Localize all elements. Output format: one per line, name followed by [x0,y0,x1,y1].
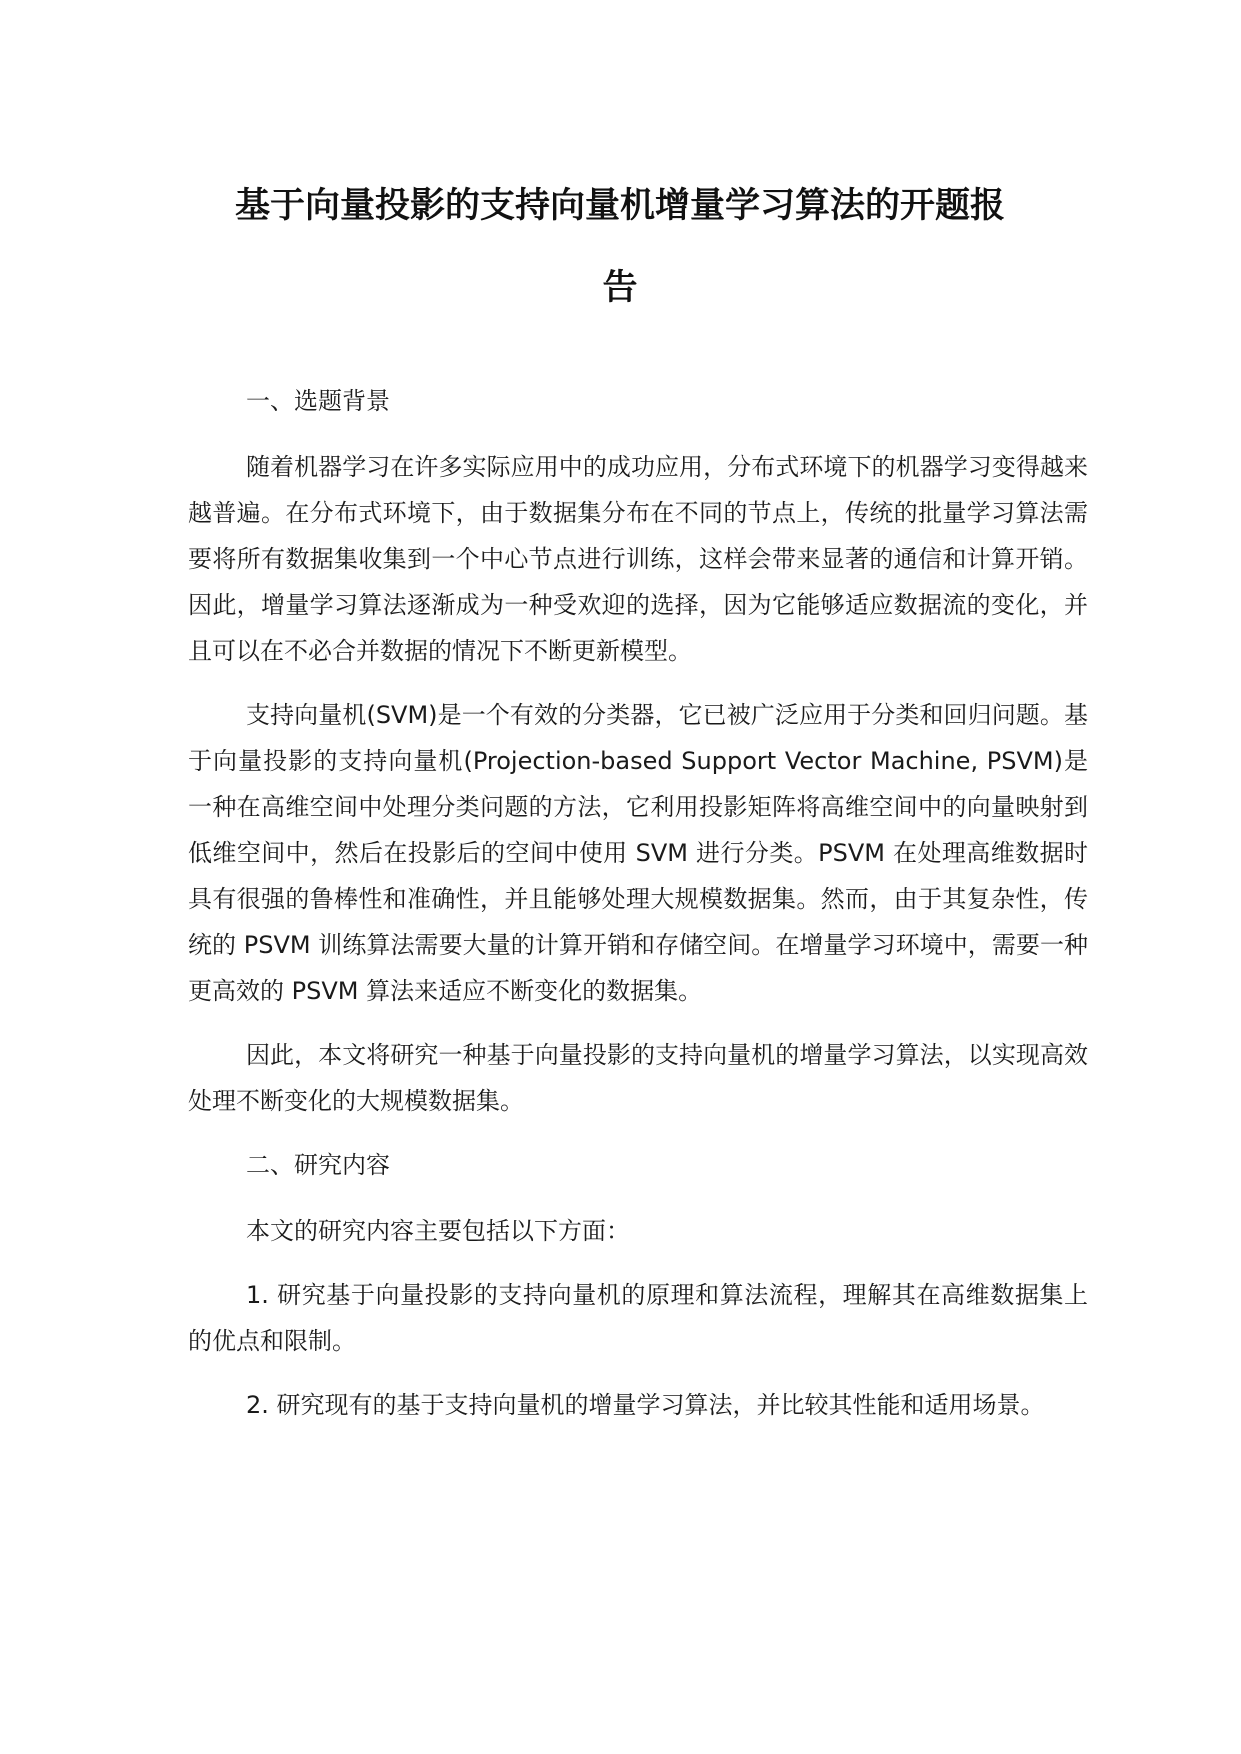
document-title-line-2: 告 [602,268,638,308]
paragraph-background-1: 随着机器学习在许多实际应用中的成功应用，分布式环境下的机器学习变得越来越普遍。在分布式环境下，由于数据集分布在不同的节点上，传统的批量学习算法需要将所有数据集收集到一个中心节点进行训练，这样会带来显著的通信和计算开销。因此，增量学习算法逐渐成为一种受欢迎的选择，因为它能够适应数据流的变化，并且可以在不必合并数据的情况下不断更新模型。 [188,453,1088,665]
section-heading-research-content: 二、研究内容 [246,1151,390,1179]
section-heading-background: 一、选题背景 [246,387,390,415]
document-title-line-1: 基于向量投影的支持向量机增量学习算法的开题报 [234,186,1005,226]
list-item-research-2: 2. 研究现有的基于支持向量机的增量学习算法，并比较其性能和适用场景。 [246,1391,1045,1419]
document-body [188,378,1088,1446]
paragraph-background-2: 支持向量机(SVM)是一个有效的分类器，它已被广泛应用于分类和回归问题。基于向量投影的支持向量机(Projection-based Support Vector Machine, PSVM)是一种在高维空间中处理分类问题的方法，它利用投影矩阵将高维空间中的向量映射到低维空间中，然后在投影后的空间中使用 SVM 进行分类。PSVM 在处理高维数据时具有很强的鲁棒性和准确性，并且能够处理大规模数据集。然而，由于其复杂性，传统的 PSVM 训练算法需要大量的计算开销和存储空间。在增量学习环境中，需要一种更高效的 PSVM 算法来适应不断变化的数据集。 [188,701,1088,1005]
list-item-research-1: 1. 研究基于向量投影的支持向量机的原理和算法流程，理解其在高维数据集上的优点和限制。 [188,1281,1088,1355]
paragraph-background-3: 因此，本文将研究一种基于向量投影的支持向量机的增量学习算法，以实现高效处理不断变化的大规模数据集。 [188,1041,1088,1115]
paragraph-research-intro: 本文的研究内容主要包括以下方面： [246,1217,630,1245]
